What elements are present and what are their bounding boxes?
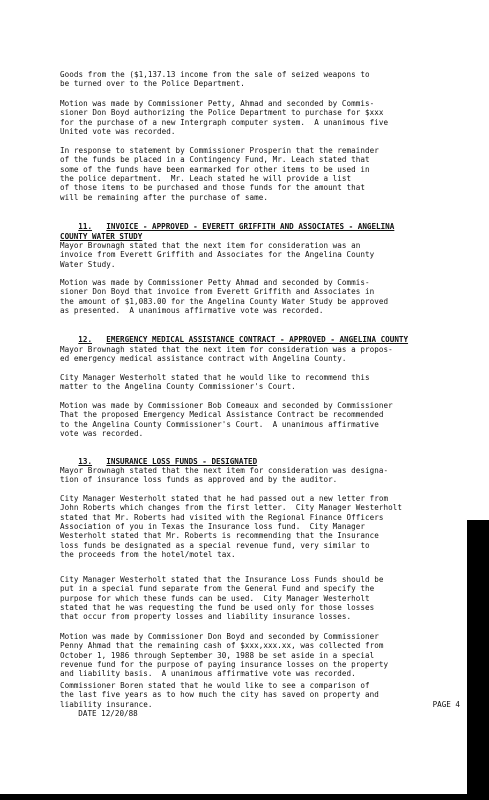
paragraph-comparison-request: Commissioner Boren stated that he would like to see a comparison of the last five years as to how much the city has saved on property and liability insurance.: [60, 681, 379, 709]
footer-date: DATE 12/20/88: [78, 709, 138, 719]
paragraph-insurance-motion: Motion was made by Commissioner Don Boyd and seconded by Commissioner Penny Ahmad that the remaining cash of $xxx,xxx.xx, was collected from October 1, 1986 through September 30, 1988 be set aside in a special revenue fund for the purpose of paying insurance losses on the property and liability basis. A unanimous affirmative vote was recorded.: [60, 632, 389, 679]
paragraph-seized-weapons: Goods from the ($1,137.13 income from the sale of seized weapons to be turned over to the Police Department.: [60, 70, 370, 89]
paragraph-insurance-manager-letter: City Manager Westerholt stated that he had passed out a new letter from John Roberts which changes from the first letter. City Manager Westerholt stated that Mr. Roberts had visited with the Regional Finance Officers Association of you in Texas the Insurance loss fund. City Manager Westerholt stated that Mr. Roberts is recommending that the Insurance loss funds be designated as a special revenue fund, very similar to the proceeds from the hotel/motel tax.: [60, 494, 403, 560]
paragraph-motion-computer-system: Motion was made by Commissioner Petty, Ahmad and seconded by Commis- sioner Don Boyd authorizing the Police Department to purchase for $xxx for the purchase of a new Intergraph computer system. A unanimous five United vote was recorded.: [60, 99, 389, 137]
section-title: INSURANCE LOSS FUNDS - DESIGNATED: [106, 457, 258, 467]
paragraph-insurance-special-fund: City Manager Westerholt stated that the Insurance Loss Funds should be put in a special fund separate from the General Fund and specify the purpose for which these funds can be used. City Manager Westerholt stated that he was requesting the fund be used only for those losses that occur from property losses and liability insurance losses.: [60, 575, 384, 622]
paragraph-invoice-intro: Mayor Brownagh stated that the next item for consideration was an invoice from Everett Griffith and Associates for the Angelina County Water Study.: [60, 241, 375, 269]
scan-bottom-edge: [0, 794, 489, 800]
section-title: INVOICE - APPROVED - EVERETT GRIFFITH AND ASSOCIATES - ANGELINA COUNTY WATER STUDY: [60, 222, 395, 241]
paragraph-emergency-motion: Motion was made by Commissioner Bob Comeaux and seconded by Commissioner That the proposed Emergency Medical Assistance Contract be recommended to the Angelina County Commissioner's Court. A unanimous affirmative vote was recorded.: [60, 401, 393, 439]
scan-edge-shadow: [467, 520, 489, 800]
footer-page-number: PAGE 4: [432, 700, 460, 709]
page-footer: [60, 700, 460, 737]
section-title: EMERGENCY MEDICAL ASSISTANCE CONTRACT - APPROVED - ANGELINA COUNTY: [106, 335, 409, 345]
section-number: 13.: [78, 457, 93, 467]
paragraph-invoice-motion: Motion was made by Commissioner Petty Ahmad and seconded by Commis- sioner Don Boyd that invoice from Everett Griffith and Associates in the amount of $1,083.00 for the Angelina County Water Study be approved as presented. A unanimous affirmative vote was recorded.: [60, 278, 389, 316]
section-number: 12.: [78, 335, 93, 345]
paragraph-contingency-fund: In response to statement by Commissioner Prosperin that the remainder of the funds be placed in a Contingency Fund, Mr. Leach stated that some of the funds have been earmarked for other items to be used in the police department. Mr. Leach stated he will provide a list of those items to be purchased and those funds for the amount that will be remaining after the purchase of same.: [60, 146, 379, 202]
section-number: 11.: [78, 222, 93, 232]
paragraph-emergency-manager: City Manager Westerholt stated that he would like to recommend this matter to the Angelina County Commissioner's Court.: [60, 373, 370, 392]
paragraph-insurance-intro: Mayor Brownagh stated that the next item for consideration was designa- tion of insurance loss funds as approved and by the auditor.: [60, 466, 389, 485]
paragraph-emergency-intro: Mayor Brownagh stated that the next item for consideration was a propos- ed emergency medical assistance contract with Angelina County.: [60, 345, 393, 364]
